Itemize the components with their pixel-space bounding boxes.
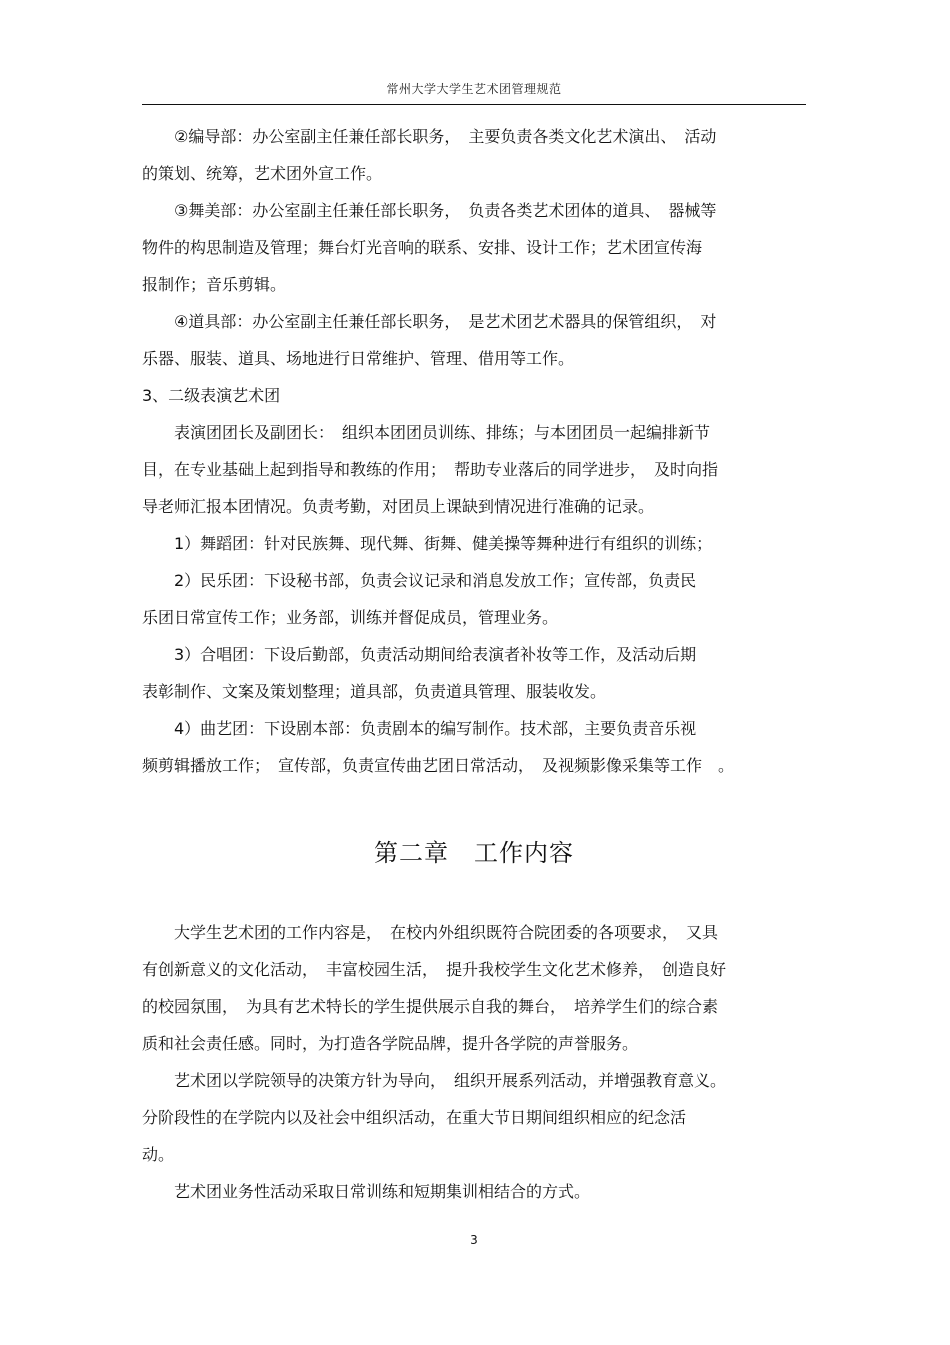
text-line: ③舞美部：办公室副主任兼任部长职务， 负责各类艺术团体的道具、 器械等 [142,201,717,220]
paragraph [142,192,806,303]
paragraph [142,377,806,414]
section-organization-structure [142,118,806,784]
paragraph [142,710,806,784]
paragraph [142,118,806,192]
section-work-content [142,914,806,1210]
text-line: 表演团团长及副团长： 组织本团团员训练、排练；与本团团员一起编排新节 [142,423,711,442]
text-line: 艺术团以学院领导的决策方针为导向， 组织开展系列活动，并增强教育意义。 [142,1071,727,1090]
paragraph [142,636,806,710]
text-line: 目，在专业基础上起到指导和教练的作用； 帮助专业落后的同学进步， 及时向指 [142,460,719,479]
text-line: 乐团日常宣传工作；业务部，训练并督促成员，管理业务。 [142,608,559,627]
text-line: 乐器、服装、道具、场地进行日常维护、管理、借用等工作。 [142,349,575,368]
text-line: 的策划、统筹，艺术团外宣工作。 [142,164,383,183]
text-line: 报制作；音乐剪辑。 [142,275,287,294]
chapter-heading: 第二章 工作内容 [374,839,574,867]
text-line: 导老师汇报本团情况。负责考勤，对团员上课缺到情况进行准确的记录。 [142,497,655,516]
paragraph [142,414,806,525]
header-rule [142,104,806,105]
paragraph [142,914,806,1062]
text-line: 艺术团业务性活动采取日常训练和短期集训相结合的方式。 [142,1182,591,1201]
running-header: 常州大学大学生艺术团管理规范 [386,82,562,96]
text-line: 2）民乐团：下设秘书部，负责会议记录和消息发放工作；宣传部，负责民 [142,571,697,590]
text-line: 的校园氛围， 为具有艺术特长的学生提供展示自我的舞台， 培养学生们的综合素 [142,997,719,1016]
paragraph [142,1173,806,1210]
text-line: 动。 [142,1145,175,1164]
page-number: 3 [470,1233,478,1247]
text-line: 大学生艺术团的工作内容是， 在校内外组织既符合院团委的各项要求， 又具 [142,923,719,942]
text-line: 有创新意义的文化活动， 丰富校园生活， 提升我校学生文化艺术修养， 创造良好 [142,960,727,979]
text-line: 3）合唱团：下设后勤部，负责活动期间给表演者补妆等工作，及活动后期 [142,645,697,664]
paragraph [142,303,806,377]
text-line: 质和社会责任感。同时，为打造各学院品牌，提升各学院的声誉服务。 [142,1034,639,1053]
paragraph [142,1062,806,1173]
text-line: ②编导部：办公室副主任兼任部长职务， 主要负责各类文化艺术演出、 活动 [142,127,717,146]
text-line: 3、二级表演艺术团 [142,386,281,405]
paragraph [142,525,806,562]
text-line: 物件的构思制造及管理；舞台灯光音响的联系、安排、设计工作；艺术团宣传海 [142,238,703,257]
text-line: 表彰制作、文案及策划整理；道具部，负责道具管理、服装收发。 [142,682,607,701]
text-line: 分阶段性的在学院内以及社会中组织活动，在重大节日期间组织相应的纪念活 [142,1108,687,1127]
text-line: ④道具部：办公室副主任兼任部长职务， 是艺术团艺术器具的保管组织， 对 [142,312,717,331]
text-line: 4）曲艺团：下设剧本部：负责剧本的编写制作。技术部，主要负责音乐视 [142,719,697,738]
text-line: 1）舞蹈团：针对民族舞、现代舞、街舞、健美操等舞种进行有组织的训练； [142,534,713,553]
text-line: 频剪辑播放工作； 宣传部，负责宣传曲艺团日常活动， 及视频影像采集等工作 。 [142,756,735,775]
paragraph [142,562,806,636]
